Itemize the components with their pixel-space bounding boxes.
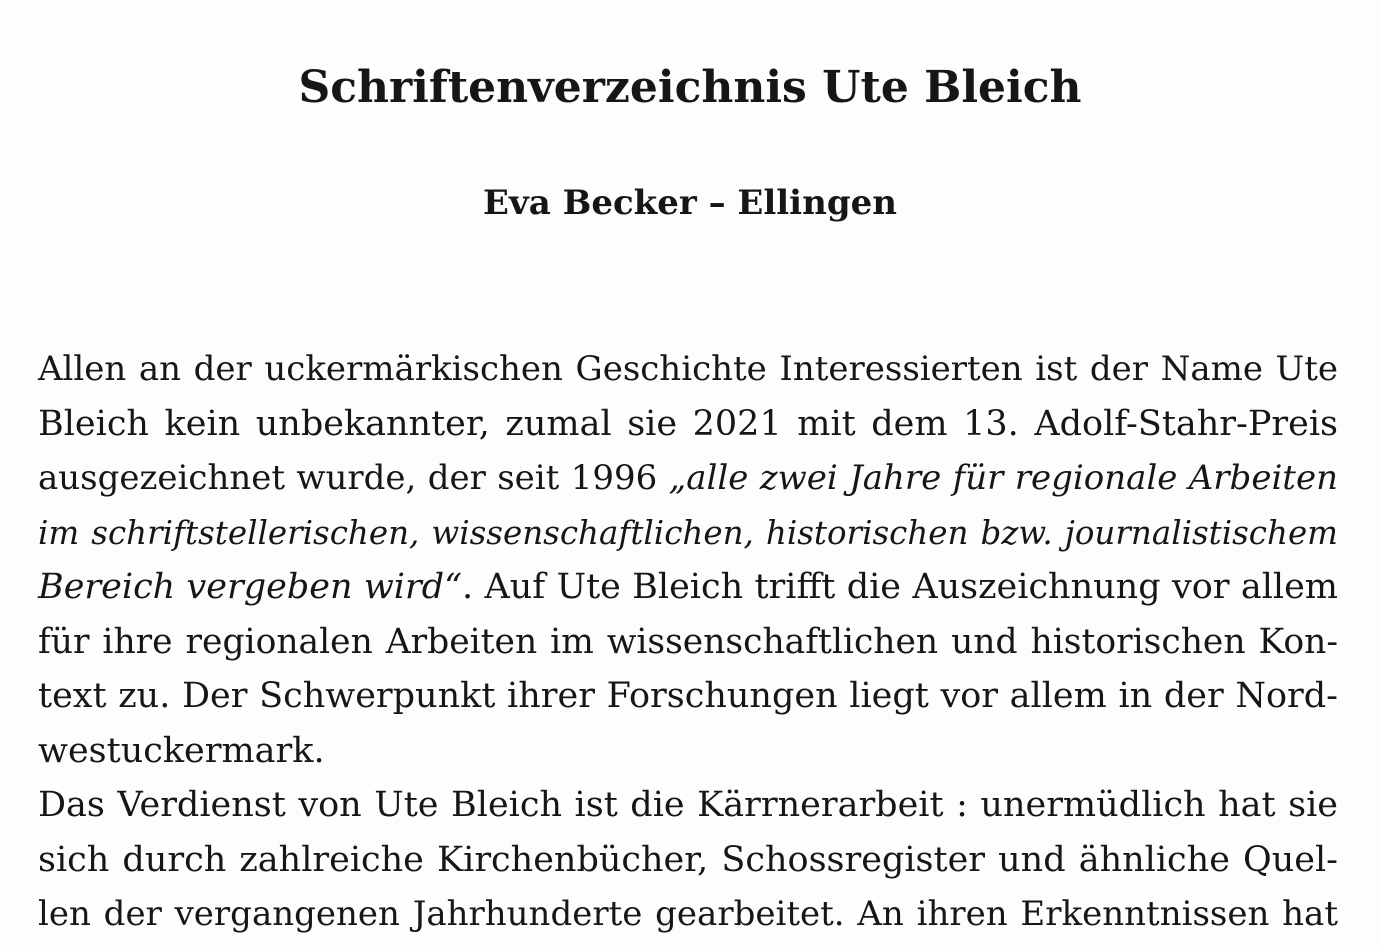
text-line: Das Verdienst von Ute Bleich ist die Kärrnerarbeit : unermüdlich hat sie bbox=[38, 785, 1338, 825]
page-title: Schriftenverzeichnis Ute Bleich bbox=[298, 62, 1082, 113]
author-line: Eva Becker – Ellingen bbox=[483, 183, 897, 223]
text-line: sich durch zahlreiche Kirchenbücher, Schossregister und ähnliche Quel- bbox=[38, 839, 1338, 880]
text-line: Allen an der uckermärkischen Geschichte Interessierten ist der Name Ute bbox=[38, 349, 1338, 389]
text-line: Bleich kein unbekannter, zumal sie 2021 mit dem 13. Adolf-Stahr-Preis bbox=[38, 403, 1338, 444]
quote-segment: „alle zwei Jahre für regionale Arbeiten bbox=[668, 458, 1338, 498]
text-line bbox=[38, 560, 1338, 615]
text-line bbox=[38, 506, 1338, 561]
quote-segment: Bereich vergeben wird“ bbox=[38, 567, 463, 607]
text-line: westuckermark. bbox=[38, 730, 325, 771]
text-line: len der vergangenen Jahrhunderte gearbeitet. An ihren Erkenntnissen hat bbox=[38, 894, 1338, 934]
text-line: text zu. Der Schwerpunkt ihrer Forschungen liegt vor allem in der Nord- bbox=[38, 676, 1338, 716]
text-line bbox=[38, 451, 1338, 506]
paragraph-2 bbox=[38, 778, 1338, 942]
paragraph-1 bbox=[38, 342, 1338, 778]
text-line: für ihre regionalen Arbeiten im wissenschaftlichen und historischen Kon- bbox=[38, 621, 1338, 662]
quote-segment: im schriftstellerischen, wissenschaftlichen, historischen bzw. journalistischem bbox=[38, 513, 1338, 552]
text-segment: . Auf Ute Bleich trifft die Auszeichnung vor allem bbox=[462, 567, 1338, 607]
body-text bbox=[38, 342, 1338, 942]
text-segment: ausgezeichnet wurde, der seit 1996 bbox=[38, 458, 669, 498]
